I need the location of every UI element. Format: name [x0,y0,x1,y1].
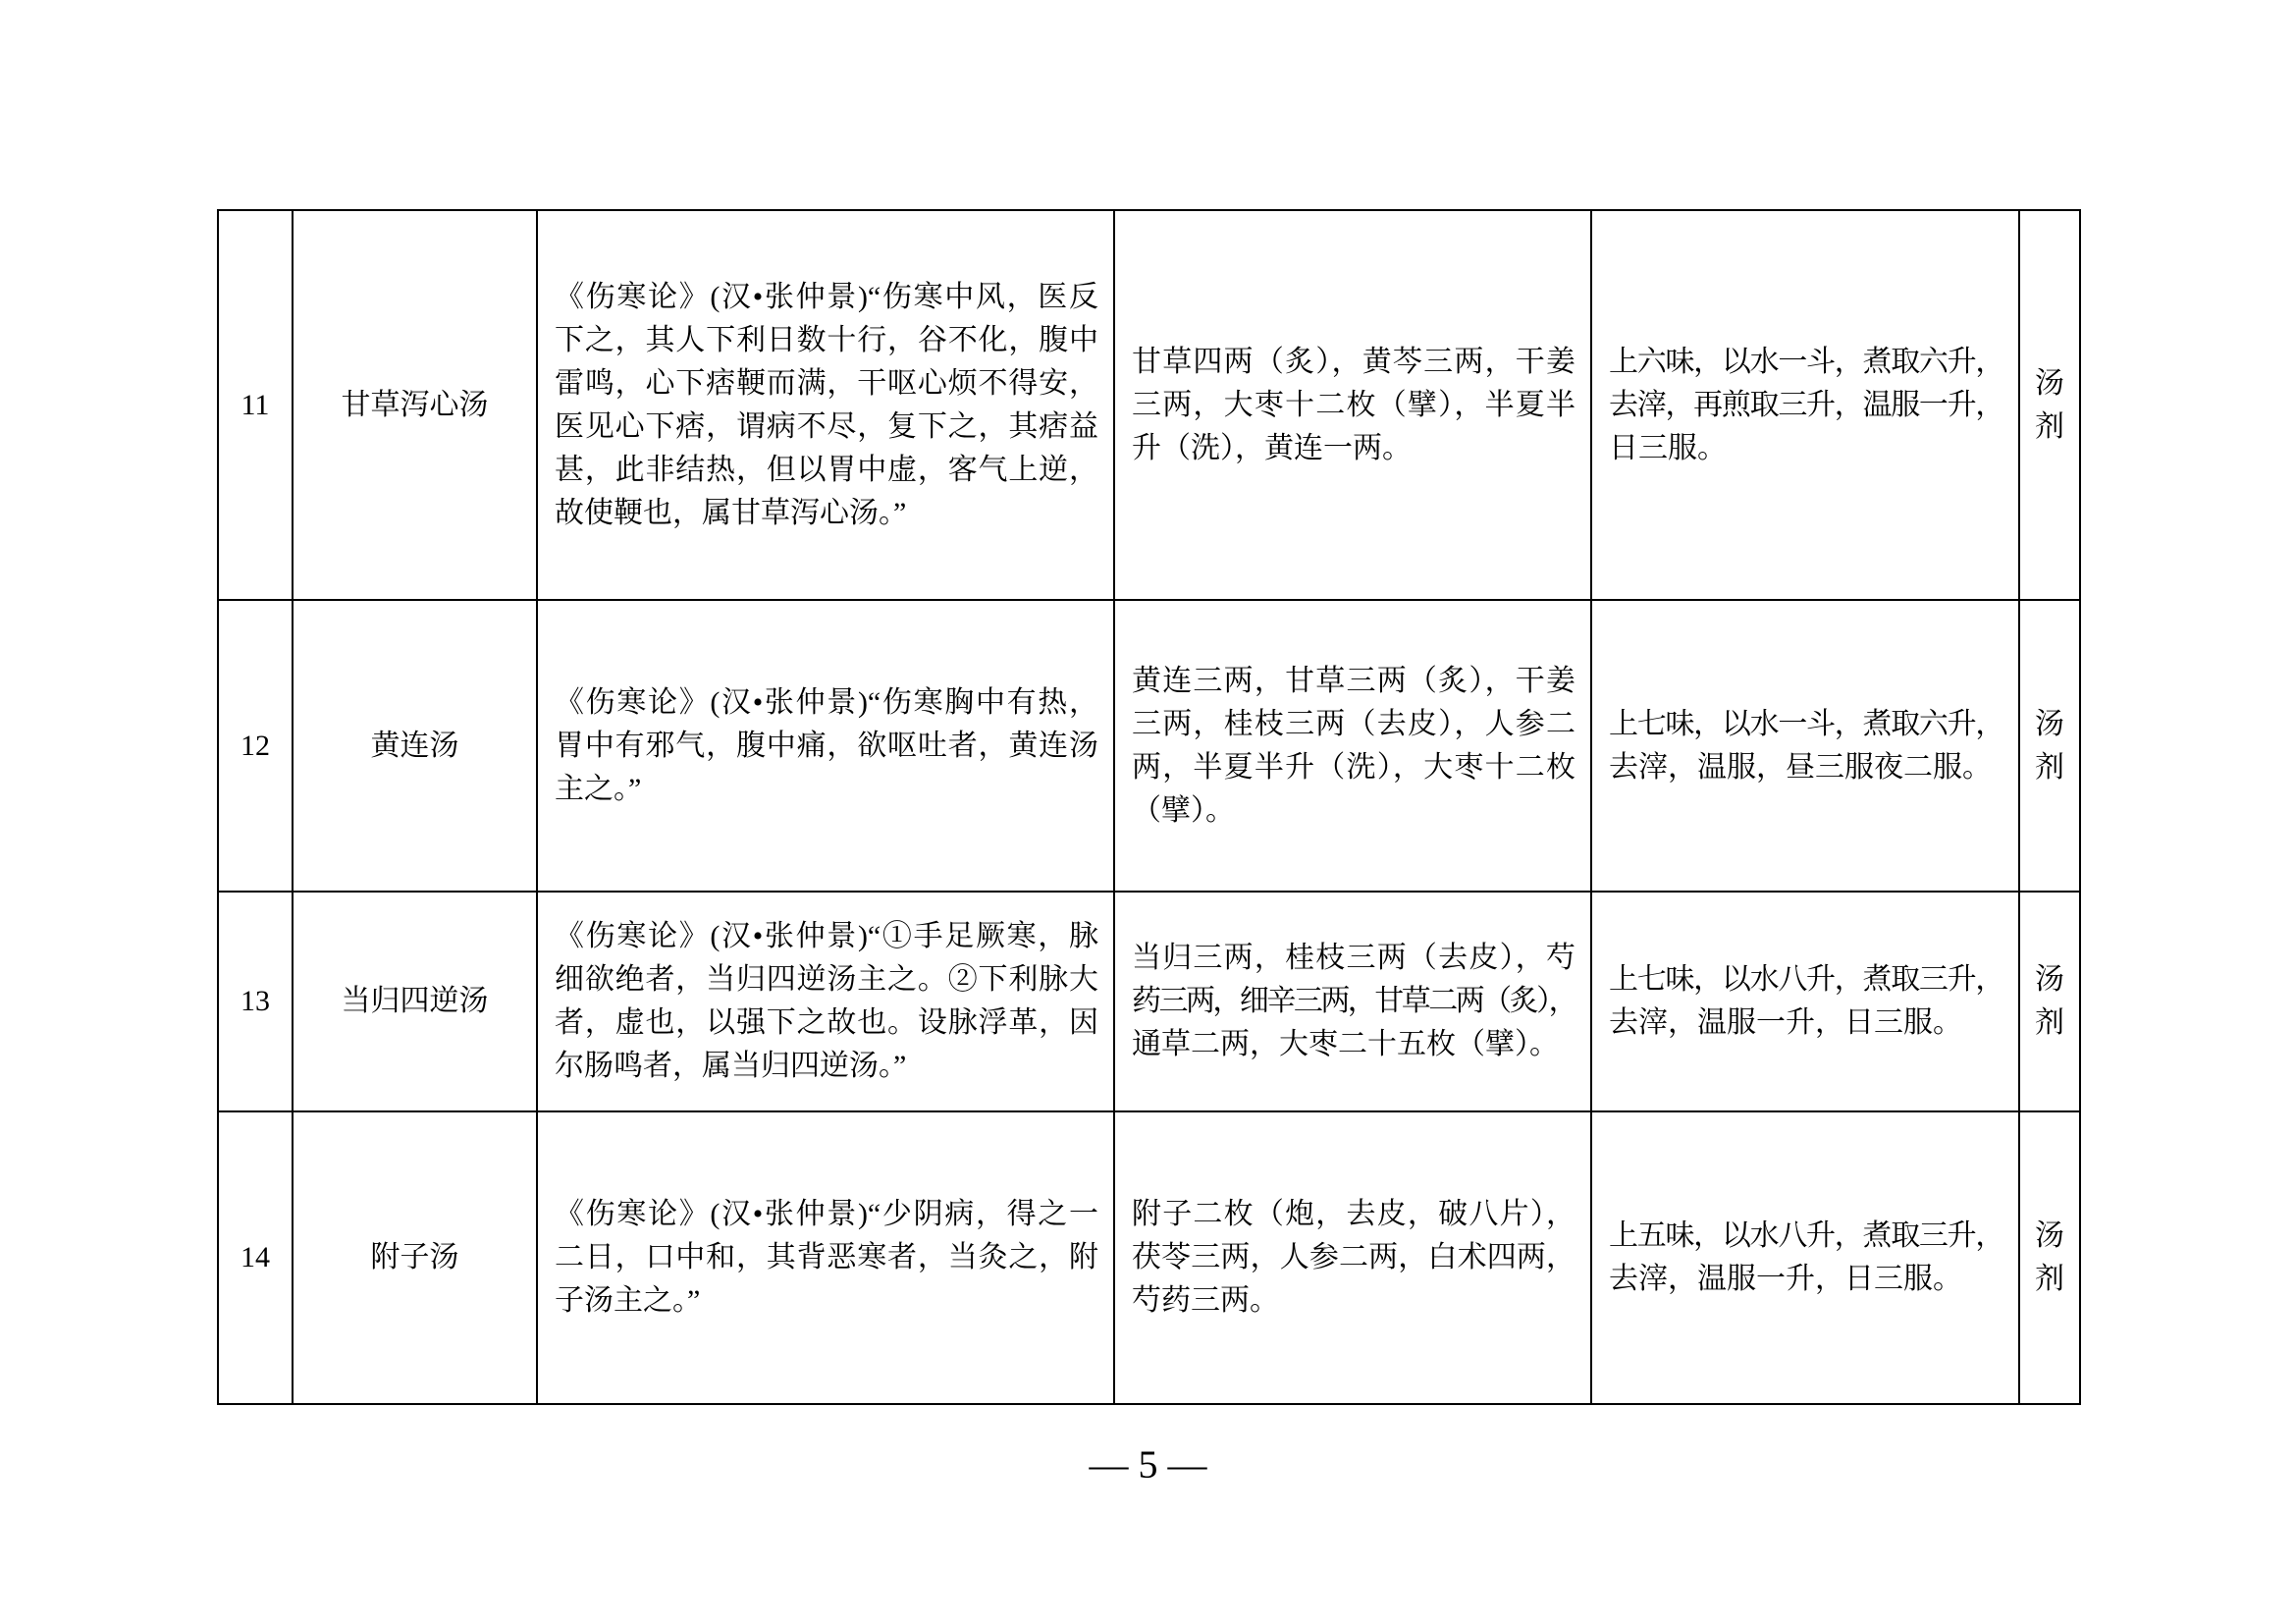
source-line: 主之。” [555,772,642,805]
source-cell [537,892,1114,1111]
row-number: 12 [218,600,293,892]
method-line: 上五味，以水八升，煮取三升， [1609,1219,2003,1252]
table-row [218,892,2080,1111]
method-line: 日三服。 [1609,431,1727,464]
source-line: 雷鸣，心下痞鞕而满，干呕心烦不得安， [555,366,1098,400]
table-row [218,1111,2080,1404]
source-line: 细欲绝者，当归四逆汤主之。②下利脉大 [555,963,1098,996]
row-number: 11 [218,210,293,600]
method-cell [1591,600,2019,892]
composition-line: 升（洗），黄连一两。 [1132,431,1412,464]
source-line: 胃中有邪气，腹中痛，欲呕吐者，黄连汤 [555,729,1098,762]
table-row [218,210,2080,600]
dosage-form-cell [2019,600,2080,892]
source-line: 子汤主之。” [555,1284,701,1317]
composition-cell [1114,600,1591,892]
composition-line: （擘）。 [1132,793,1235,827]
source-line: 《伤寒论》(汉•张仲景)“伤寒胸中有热， [555,685,1098,719]
source-line: 故使鞕也，属甘草泻心汤。” [555,496,907,529]
composition-line: 当归三两，桂枝三两（去皮），芍 [1132,942,1575,974]
formula-name: 当归四逆汤 [293,892,537,1111]
dosage-form-line: 剂 [2035,1006,2064,1039]
composition-cell [1114,892,1591,1111]
composition-line: 通草二两，大枣二十五枚（擘）。 [1132,1028,1559,1060]
method-line: 去滓，再煎取三升，温服一升， [1609,388,2003,421]
composition-line: 茯苓三两，人参二两，白术四两， [1132,1241,1575,1273]
method-line: 上七味，以水一斗，煮取六升， [1609,707,2003,740]
composition-line: 三两，大枣十二枚（擘），半夏半 [1132,388,1575,421]
composition-line: 黄连三两，甘草三两（炙），干姜 [1132,664,1575,697]
composition-line: 两，半夏半升（洗），大枣十二枚 [1132,750,1575,784]
source-cell [537,210,1114,600]
source-line: 尔肠鸣者，属当归四逆汤。” [555,1050,907,1082]
method-cell [1591,1111,2019,1404]
dosage-form-line: 汤 [2035,366,2064,400]
source-cell [537,1111,1114,1404]
formula-name: 附子汤 [293,1111,537,1404]
method-line: 上六味，以水一斗，煮取六升， [1609,345,2003,378]
source-cell [537,600,1114,892]
source-line: 医见心下痞，谓病不尽，复下之，其痞益 [555,409,1098,443]
source-line: 甚，此非结热，但以胃中虚，客气上逆， [555,453,1098,486]
page-number: — 5 — [1089,1442,1207,1487]
method-cell [1591,892,2019,1111]
formula-table [217,209,2081,1405]
dosage-form-line: 汤 [2035,963,2064,996]
dosage-form-line: 汤 [2035,707,2064,740]
method-line: 去滓，温服一升，日三服。 [1609,1263,1962,1295]
method-line: 去滓，温服，昼三服夜二服。 [1609,750,1992,784]
source-line: 《伤寒论》(汉•张仲景)“①手足厥寒，脉 [555,920,1098,952]
formula-name: 甘草泻心汤 [293,210,537,600]
composition-line: 三两，桂枝三两（去皮），人参二 [1132,707,1575,740]
dosage-form-cell [2019,210,2080,600]
composition-line: 甘草四两（炙），黄芩三两，干姜 [1132,345,1575,378]
source-line: 者，虚也，以强下之故也。设脉浮革，因 [555,1006,1098,1039]
method-line: 上七味，以水八升，煮取三升， [1609,963,2003,996]
dosage-form-line: 剂 [2035,750,2064,784]
source-line: 二日，口中和，其背恶寒者，当灸之，附 [555,1241,1098,1273]
method-cell [1591,210,2019,600]
dosage-form-cell [2019,892,2080,1111]
composition-cell [1114,1111,1591,1404]
source-line: 《伤寒论》(汉•张仲景)“少阴病，得之一 [555,1198,1098,1230]
dosage-form-line: 剂 [2035,1263,2064,1295]
source-line: 下之，其人下利日数十行，谷不化，腹中 [555,323,1098,356]
method-line: 去滓，温服一升，日三服。 [1609,1006,1962,1039]
composition-line: 药三两，细辛三两，甘草二两（炙）， [1132,985,1575,1017]
composition-line: 芍药三两。 [1132,1284,1279,1317]
composition-cell [1114,210,1591,600]
dosage-form-line: 汤 [2035,1219,2064,1252]
row-number: 14 [218,1111,293,1404]
composition-line: 附子二枚（炮，去皮，破八片）， [1132,1198,1575,1230]
formula-table-body [218,210,2080,1404]
source-line: 《伤寒论》(汉•张仲景)“伤寒中风，医反 [555,280,1098,313]
formula-name: 黄连汤 [293,600,537,892]
table-row [218,600,2080,892]
dosage-form-cell [2019,1111,2080,1404]
row-number: 13 [218,892,293,1111]
dosage-form-line: 剂 [2035,409,2064,443]
